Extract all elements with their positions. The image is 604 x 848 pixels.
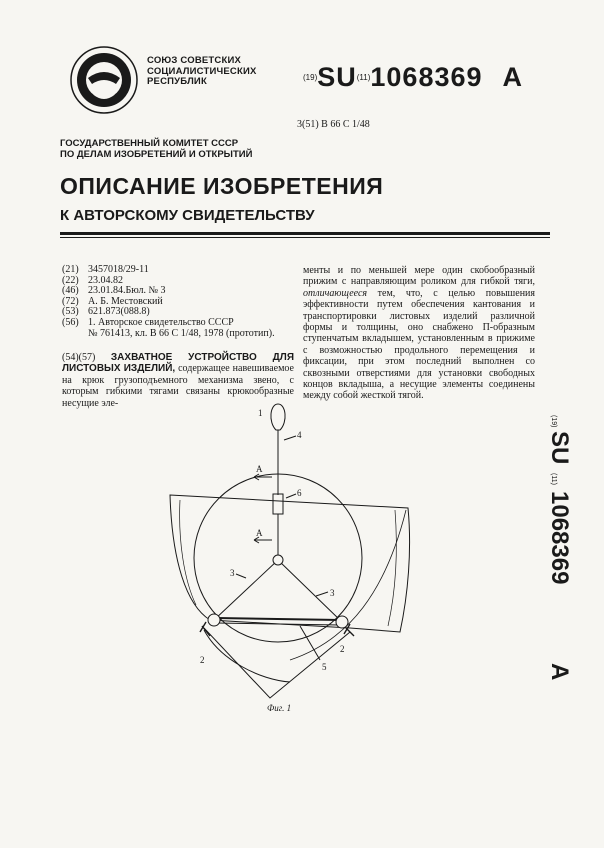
title-rule xyxy=(60,232,550,235)
country-name: СОЮЗ СОВЕТСКИХ СОЦИАЛИСТИЧЕСКИХ РЕСПУБЛИК xyxy=(147,55,257,87)
figure-label: А xyxy=(256,464,263,474)
side-code-19: (19) xyxy=(550,415,557,428)
hook-shape xyxy=(271,404,285,430)
figure-label: 1 xyxy=(258,408,263,418)
side-patent-number xyxy=(520,415,573,685)
side-code-11: (11) xyxy=(550,473,557,485)
biblio-row: (56) 1. Авторское свидетельство СССР xyxy=(62,316,234,328)
kind-code: A xyxy=(502,62,523,92)
figure-label: 6 xyxy=(297,488,302,498)
invention-title: ЗАХВАТНОЕ УСТРОЙСТВО ДЛЯ ЛИСТОВЫХ ИЗДЕЛИЙ, xyxy=(62,352,295,375)
abstract-right: менты и по меньшей мере один скобообразный прижим с направляющим роликом для гибкой тяги, отличающееся тем, что, с целью повышения эффективности путем обеспечения кантования и транспортировки листовых изделий различной формы и толщины, оно снабжено П-образным ступенчатым вкладышем, установленным в прижиме с возможностью продольного перемещения и фиксации, при этом последний выполнен со сквозными отверстиями для установки свободных концов вкладыша, а несущие элементы соединены между собой жесткой тягой. xyxy=(303,265,535,402)
document-title: ОПИСАНИЕ ИЗОБРЕТЕНИЯ xyxy=(60,173,384,199)
biblio-row: (22) 23.04.82 xyxy=(62,274,123,286)
side-country-code: SU xyxy=(546,431,573,465)
ussr-emblem-icon xyxy=(68,44,140,116)
figure-label: 2 xyxy=(200,655,205,665)
document-subtitle: К АВТОРСКОМУ СВИДЕТЕЛЬСТВУ xyxy=(60,207,315,224)
title-rule-thin xyxy=(60,237,550,238)
biblio-row: № 761413, кл. В 66 С 1/48, 1978 (прототип). xyxy=(88,327,275,339)
biblio-row: (46) 23.01.84.Бюл. № 3 xyxy=(62,285,166,297)
figure-label: 4 xyxy=(297,430,302,440)
abstract-left: (54)(57) ЗАХВАТНОЕ УСТРОЙСТВО ДЛЯ ЛИСТОВЫХ ИЗДЕЛИЙ, содержащее навешиваемое на крюк грузоподъемного механизма звено, с которым гибкими тягами связаны крюкообразные несущие эле- xyxy=(62,352,295,409)
figure-label: 2 xyxy=(340,644,345,654)
figure-label: 3 xyxy=(230,568,235,578)
figure-label: А xyxy=(256,528,263,538)
figure-label: 5 xyxy=(322,662,327,672)
figure-label: 3 xyxy=(330,588,335,598)
biblio-row: (72) А. Б. Местовский xyxy=(62,295,163,307)
ipc-class: 3(51) В 66 С 1/48 xyxy=(297,119,370,130)
country-code: SU xyxy=(317,62,357,92)
patent-number: 1068369 xyxy=(370,62,483,92)
figure-caption: Фиг. 1 xyxy=(267,703,292,713)
figure-drawing xyxy=(150,400,420,710)
committee-name: ГОСУДАРСТВЕННЫЙ КОМИТЕТ СССР ПО ДЕЛАМ ИЗОБРЕТЕНИЙ И ОТКРЫТИЙ xyxy=(60,138,253,160)
patent-number-block: $^{(19)}$SU$^{(11)}$1068369 A xyxy=(303,62,523,92)
biblio-row: (53) 621.873(088.8) xyxy=(62,306,150,318)
biblio-row: (21) 3457018/29-11 xyxy=(62,264,149,275)
bibliographic-data xyxy=(62,265,290,339)
side-number: 1068369 xyxy=(546,491,573,585)
side-kind: A xyxy=(546,663,573,681)
link-element xyxy=(273,494,283,514)
